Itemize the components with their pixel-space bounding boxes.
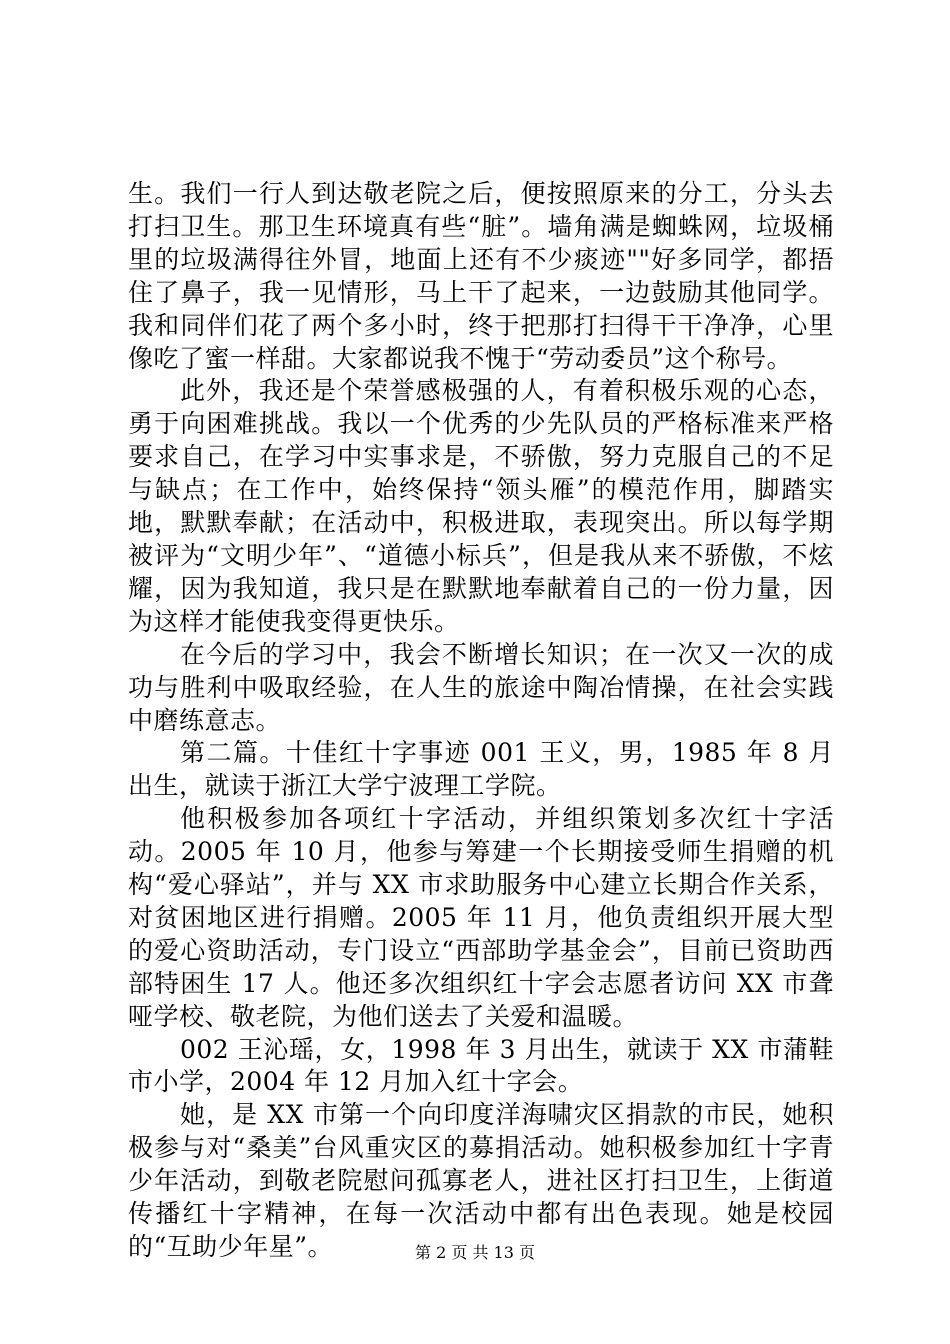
paragraph-7: 她，是 XX 市第一个向印度洋海啸灾区捐款的市民，她积极参与对“桑美”台风重灾区的募捐活动。她积极参加红十字青少年活动，到敬老院慰问孤寡老人，进社区打扫卫生，上街道传播红十字精神，在每一次活动中都有出色表现。她是校园的“互助少年星”。 bbox=[128, 1100, 834, 1261]
paragraph-6: 002 王沁瑶，女，1998 年 3 月出生，就读于 XX 市蒲鞋市小学，2004 年 12 月加入红十字会。 bbox=[128, 1034, 834, 1097]
document-body bbox=[128, 178, 834, 1264]
paragraph-5: 他积极参加各项红十字活动，并组织策划多次红十字活动。2005 年 10 月，他参与筹建一个长期接受师生捐赠的机构“爱心驿站”，并与 XX 市求助服务中心建立长期合作关系，对贫困地区进行捐赠。2005 年 11 月，他负责组织开展大型的爱心资助活动，专门设立“西部助学基金会”，目前已资助西部特困生 17 人。他还多次组织红十字会志愿者访问 XX 市聋哑学校、敬老院，为他们送去了关爱和温暖。 bbox=[128, 804, 834, 1031]
paragraph-3: 在今后的学习中，我会不断增长知识；在一次又一次的成功与胜利中吸取经验，在人生的旅途中陶冶情操，在社会实践中磨练意志。 bbox=[128, 639, 834, 735]
page-number-footer: 第 2 页 共 13 页 bbox=[415, 1243, 535, 1262]
paragraph-1: 生。我们一行人到达敬老院之后，便按照原来的分工，分头去打扫卫生。那卫生环境真有些“脏”。墙角满是蜘蛛网，垃圾桶里的垃圾满得往外冒，地面上还有不少痰迹""好多同学，都捂住了鼻子，我一见情形，马上干了起来，一边鼓励其他同学。我和同伴们花了两个多小时，终于把那打扫得干干净净，心里像吃了蜜一样甜。大家都说我不愧于“劳动委员”这个称号。 bbox=[128, 179, 834, 373]
paragraph-4: 第二篇。十佳红十字事迹 001 王义，男，1985 年 8 月出生，就读于浙江大学宁波理工学院。 bbox=[128, 738, 834, 801]
paragraph-2: 此外，我还是个荣誉感极强的人，有着积极乐观的心态，勇于向困难挑战。我以一个优秀的少先队员的严格标准来严格要求自己，在学习中实事求是，不骄傲，努力克服自己的不足与缺点；在工作中，始终保持“领头雁”的模范作用，脚踏实地，默默奉献；在活动中，积极进取，表现突出。所以每学期被评为“文明少年”、“道德小标兵”，但是我从来不骄傲，不炫耀，因为我知道，我只是在默默地奉献着自己的一份力量，因为这样才能使我变得更快乐。 bbox=[128, 376, 834, 636]
